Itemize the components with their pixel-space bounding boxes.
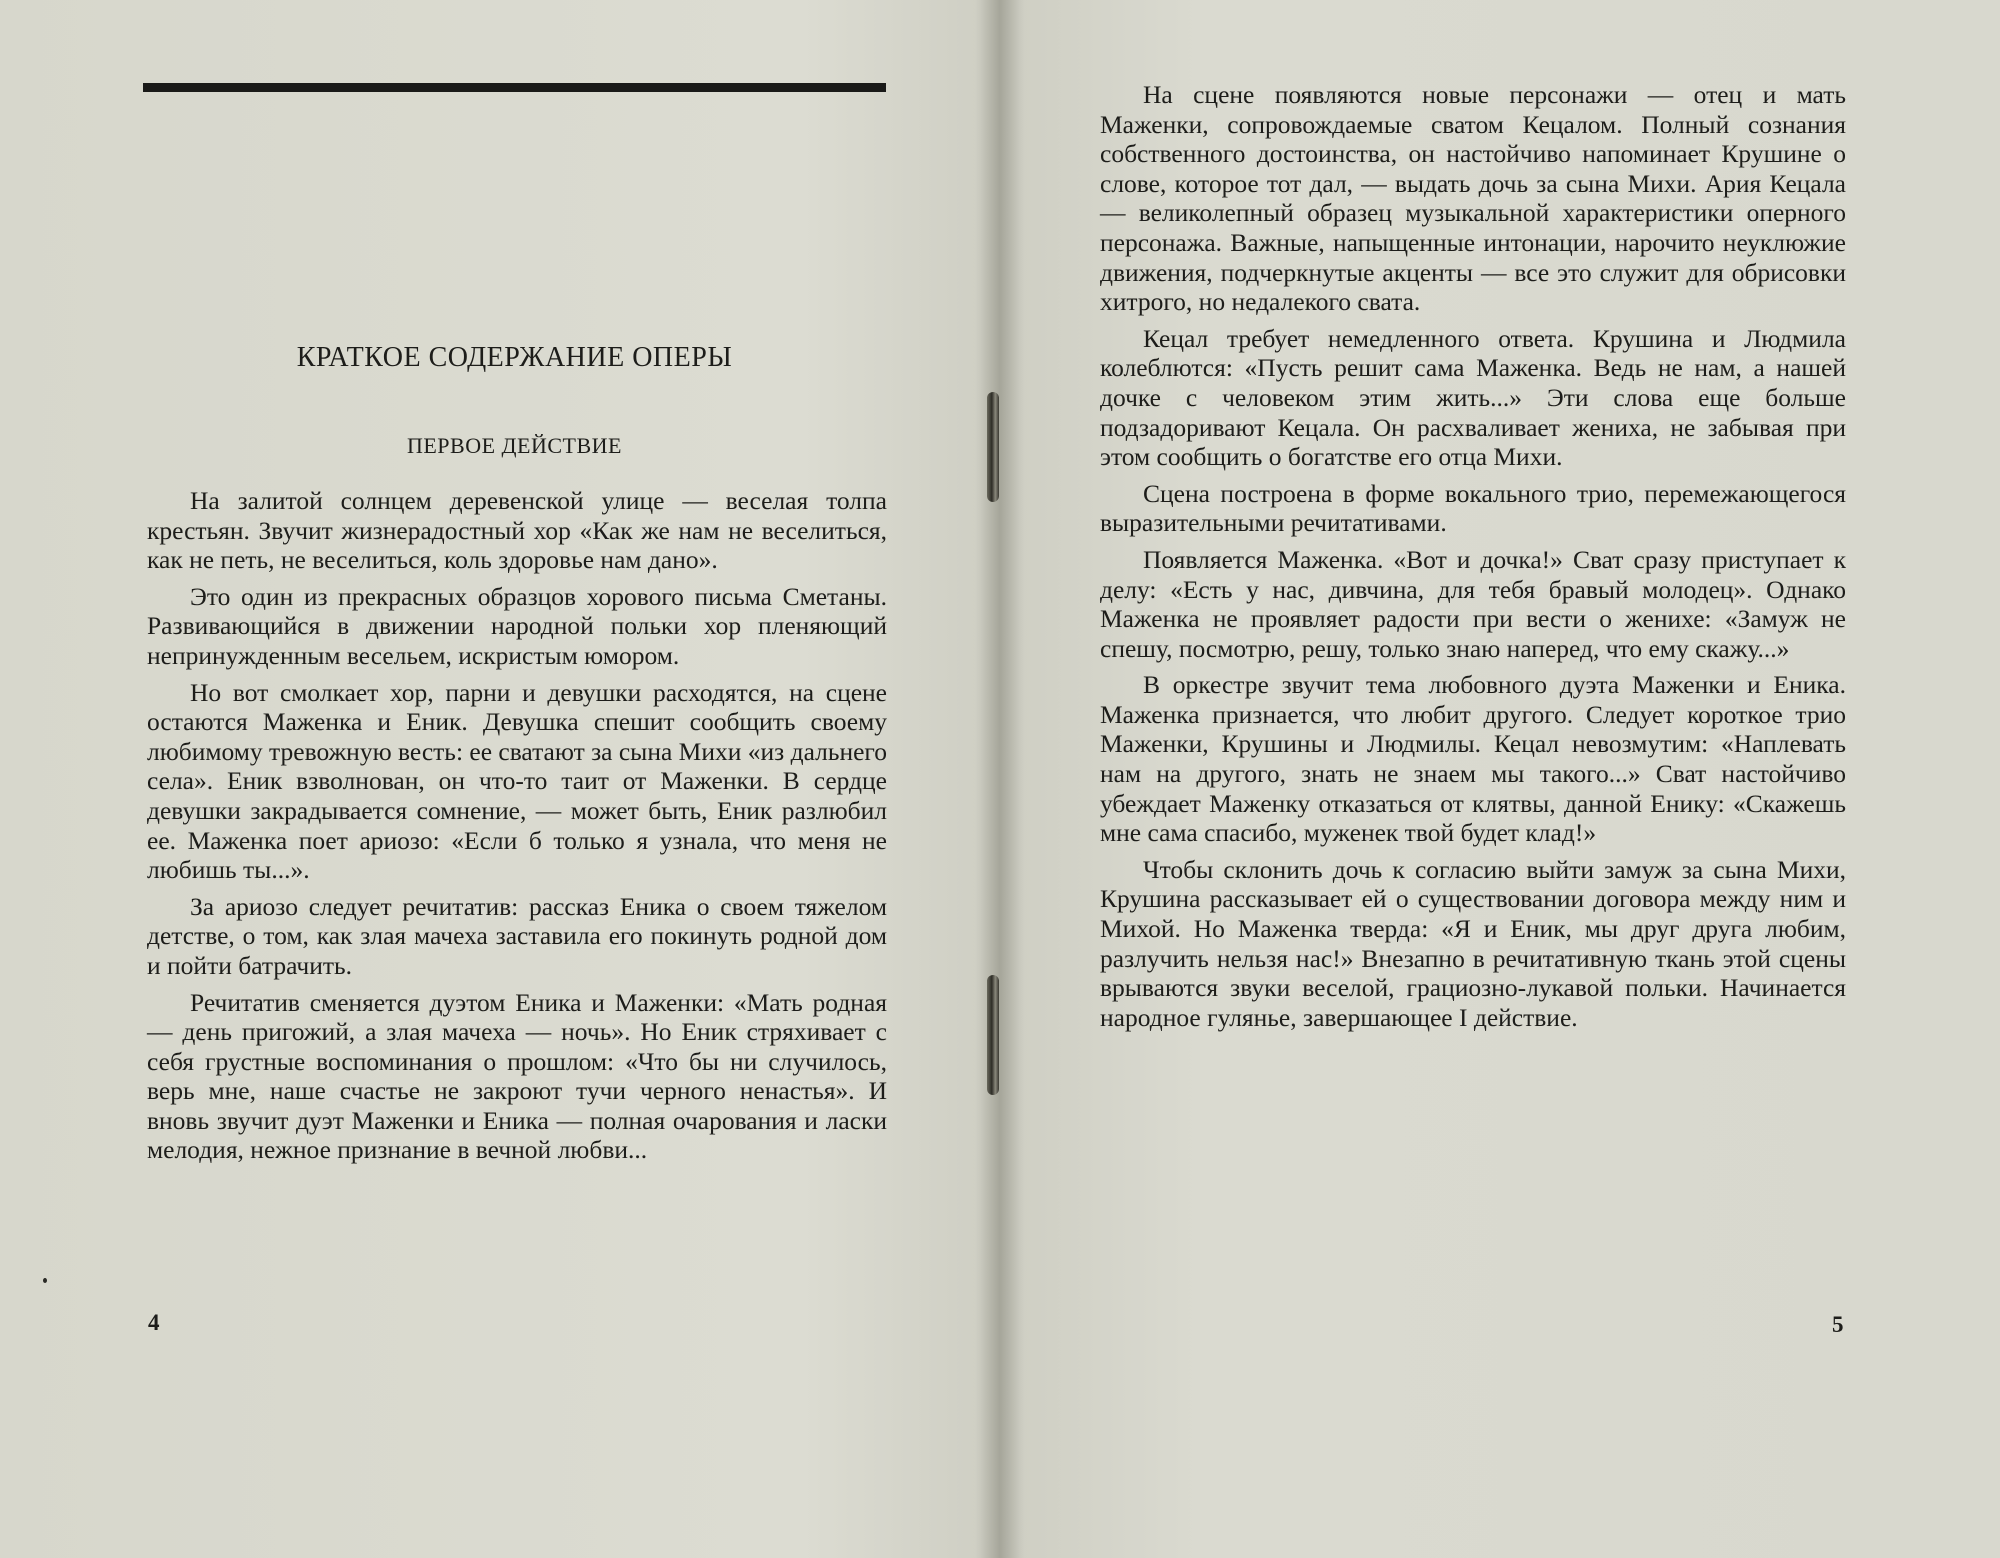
paragraph: Кецал требует немедленного ответа. Крушина и Людмила колеблются: «Пусть решит сама Маженка. Ведь не нам, а нашей дочке с человеком этим жить...» Эти слова еще больше подзадоривают Кецала. Он расхваливает жениха, не забывая при этом сообщить о богатстве его отца Михи. [1100, 323, 1846, 472]
paragraph: Сцена построена в форме вокального трио, перемежающегося выразительными речитативами. [1100, 478, 1846, 538]
paragraph: Речитатив сменяется дуэтом Еника и Маженки: «Мать родная — день пригожий, а злая мачеха — ночь». Но Еник стряхивает с себя грустные воспоминания о прошлом: «Что бы ни случилось, верь мне, наше счастье не закроют тучи черного ненастья». И вновь звучит дуэт Маженки и Еника — полная очарования и ласки мелодия, нежное признание в вечной любви... [147, 987, 887, 1165]
paragraph: В оркестре звучит тема любовного дуэта Маженки и Еника. Маженка признается, что любит другого. Следует короткое трио Маженки, Крушины и Людмилы. Кецал невозмутим: «Наплевать нам на другого, знать не знаем мы такого...» Сват настойчиво убеждает Маженку отказаться от клятвы, данной Енику: «Скажешь мне сама спасибо, муженек твой будет клад!» [1100, 670, 1846, 848]
right-text-block [1100, 80, 1846, 1039]
paragraph: На залитой солнцем деревенской улице — веселая толпа крестьян. Звучит жизнерадостный хор «Как же нам не веселиться, как не петь, не веселиться, коль здоровье нам дано». [147, 486, 887, 575]
page-title: КРАТКОЕ СОДЕРЖАНИЕ ОПЕРЫ [296, 342, 733, 373]
paragraph: Появляется Маженка. «Вот и дочка!» Сват сразу приступает к делу: «Есть у нас, дивчина, для тебя бравый молодец». Однако Маженка не проявляет радости при вести о женихе: «Замуж не спешу, посмотрю, решу, только знаю наперед, что ему скажу...» [1100, 544, 1846, 663]
left-text-block [147, 486, 887, 1172]
paragraph: За ариозо следует речитатив: рассказ Еника о своем тяжелом детстве, о том, как злая мачеха заставила его покинуть родной дом и пойти батрачить. [147, 891, 887, 980]
paragraph: Это один из прекрасных образцов хорового письма Сметаны. Развивающийся в движении народной польки хор пленяющий непринужденным весельем, искристым юмором. [147, 581, 887, 670]
page-number-left: 4 [148, 1310, 160, 1335]
paragraph: На сцене появляются новые персонажи — отец и мать Маженки, сопровождаемые сватом Кецалом. Полный сознания собственного достоинства, он настойчиво напоминает Крушине о слове, которое тот дал, — выдать дочь за сына Михи. Ария Кецала — великолепный образец музыкальной характеристики оперного персонажа. Важные, напыщенные интонации, нарочито неуклюжие движения, подчеркнутые акценты — все это служит для обрисовки хитрого, но недалекого свата. [1100, 80, 1846, 317]
paragraph: Но вот смолкает хор, парни и девушки расходятся, на сцене остаются Маженка и Еник. Девушка спешит сообщить своему любимому тревожную весть: ее сватают за сына Михи «из дальнего села». Еник взволнован, он что-то таит от Маженки. В сердце девушки закрадывается сомнение, — может быть, Еник разлюбил ее. Маженка поет ариозо: «Если б только я узнала, что меня не любишь ты...». [147, 677, 887, 885]
act-heading: ПЕРВОЕ ДЕЙСТВИЕ [406, 433, 622, 458]
paragraph: Чтобы склонить дочь к согласию выйти замуж за сына Михи, Крушина рассказывает ей о существовании договора между ним и Михой. Но Маженка тверда: «Я и Еник, мы друг друга любим, разлучить нельзя нас!» Внезапно в речитативную ткань этой сцены врываются звуки веселой, грациозно-лукавой польки. Начинается народное гулянье, завершающее I действие. [1100, 854, 1846, 1032]
top-rule [143, 83, 886, 92]
page-number-right: 5 [1832, 1312, 1844, 1337]
left-page [0, 0, 990, 1558]
